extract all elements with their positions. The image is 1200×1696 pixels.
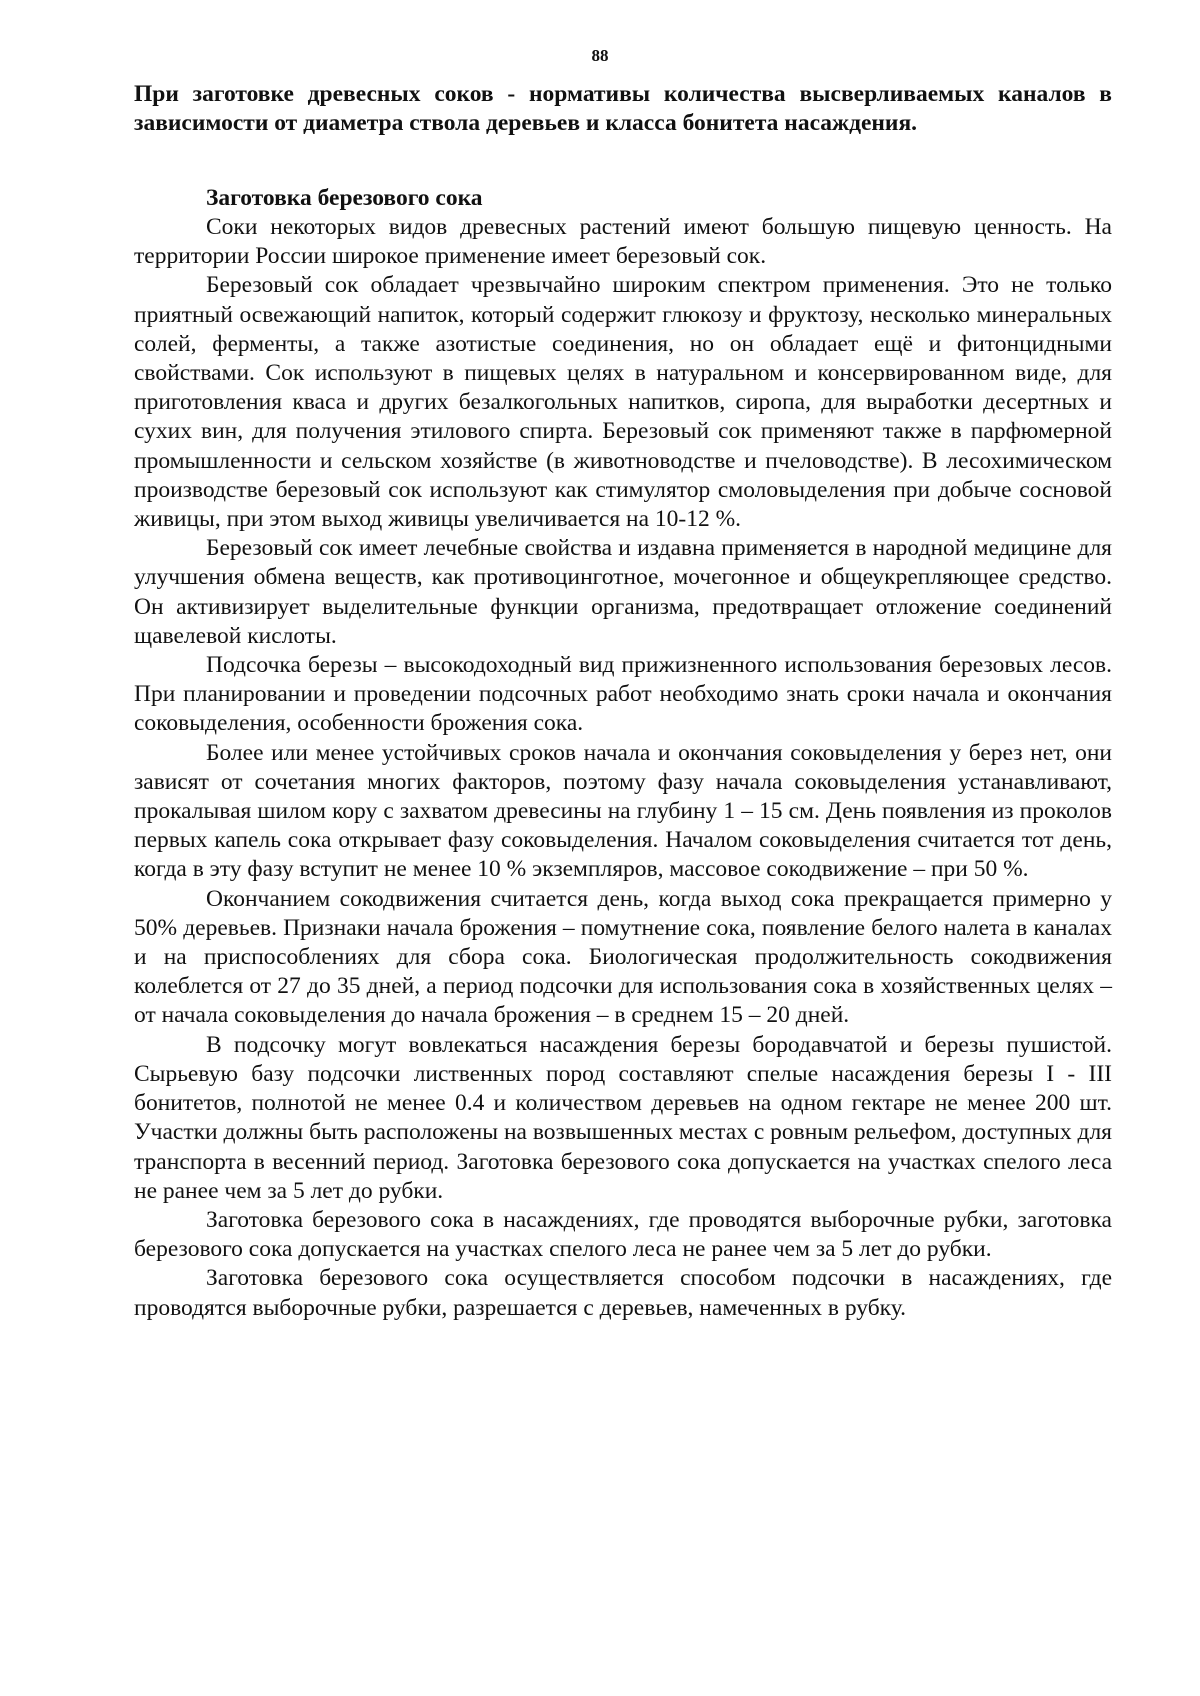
paragraph-8: Заготовка березового сока в насаждениях, где проводятся выборочные рубки, заготовка березового сока допускается на участках спелого леса не ранее чем за 5 лет до рубки.	[134, 1206, 1112, 1263]
paragraph-6: Окончанием сокодвижения считается день, когда выход сока прекращается примерно у 50% деревьев. Признаки начала брожения – помутнение сока, появление белого налета в каналах и на приспособлениях для сбора сока. Биологическая продолжительность сокодвижения колеблется от 27 до 35 дней, а период подсочки для использования сока в хозяйственных целях – от начала соковыделения до начала брожения – в среднем 15 – 20 дней.	[134, 885, 1112, 1029]
paragraph-5: Более или менее устойчивых сроков начала и окончания соковыделения у берез нет, они зависят от сочетания многих факторов, поэтому фазу начала соковыделения устанавливают, прокалывая шилом кору с захватом древесины на глубину 1 – 15 см. День появления из проколов первых капель сока открывает фазу соковыделения. Началом соковыделения считается тот день, когда в эту фазу вступит не менее 10 % экземпляров, массовое сокодвижение – при 50 %.	[134, 739, 1112, 883]
paragraph-9: Заготовка березового сока осуществляется способом подсочки в насаждениях, где проводятся выборочные рубки, разрешается с деревьев, намеченных в рубку.	[134, 1265, 1112, 1321]
paragraph-4: Подсочка березы – высокодоходный вид прижизненного использования березовых лесов. При планировании и проведении подсочных работ необходимо знать сроки начала и окончания соковыделения, особенности брожения сока.	[134, 652, 1112, 737]
paragraph-3: Березовый сок имеет лечебные свойства и издавна применяется в народной медицине для улучшения обмена веществ, как противоцинготное, мочегонное и общеукрепляющее средство. Он активизирует выделительные функции организма, предотвращает отложение соединений щавелевой кислоты.	[134, 535, 1112, 649]
page-number: 88	[591, 46, 609, 65]
page-content	[134, 80, 1112, 1323]
paragraph-1: Соки некоторых видов древесных растений имеют большую пищевую ценность. На территории России широкое применение имеет березовый сок.	[134, 214, 1112, 270]
intro-heading: При заготовке древесных соков - нормативы количества высверливаемых каналов в зависимости от диаметра ствола деревьев и класса бонитета насаждения.	[134, 81, 1112, 136]
section-title: Заготовка березового сока	[206, 185, 483, 211]
paragraph-2: Березовый сок обладает чрезвычайно широким спектром применения. Это не только приятный освежающий напиток, который содержит глюкозу и фруктозу, несколько минеральных солей, ферменты, а также азотистые соединения, но он обладает ещё и фитонцидными свойствами. Сок используют в пищевых целях в натуральном и консервированном виде, для приготовления кваса и других безалкогольных напитков, сиропа, для выработки десертных и сухих вин, для получения этилового спирта. Березовый сок применяют также в парфюмерной промышленности и сельском хозяйстве (в животноводстве и пчеловодстве). В лесохимическом производстве березовый сок используют как стимулятор смоловыделения при добыче сосновой живицы, при этом выход живицы увеличивается на 10-12 %.	[134, 272, 1112, 533]
paragraph-7: В подсочку могут вовлекаться насаждения березы бородавчатой и березы пушистой. Сырьевую базу подсочки лиственных пород составляют спелые насаждения березы I - III бонитетов, полнотой не менее 0.4 и количеством деревьев на одном гектаре не менее 200 шт. Участки должны быть расположены на возвышенных местах с ровным рельефом, доступных для транспорта в весенний период. Заготовка березового сока допускается на участках спелого леса не ранее чем за 5 лет до рубки.	[134, 1031, 1112, 1204]
